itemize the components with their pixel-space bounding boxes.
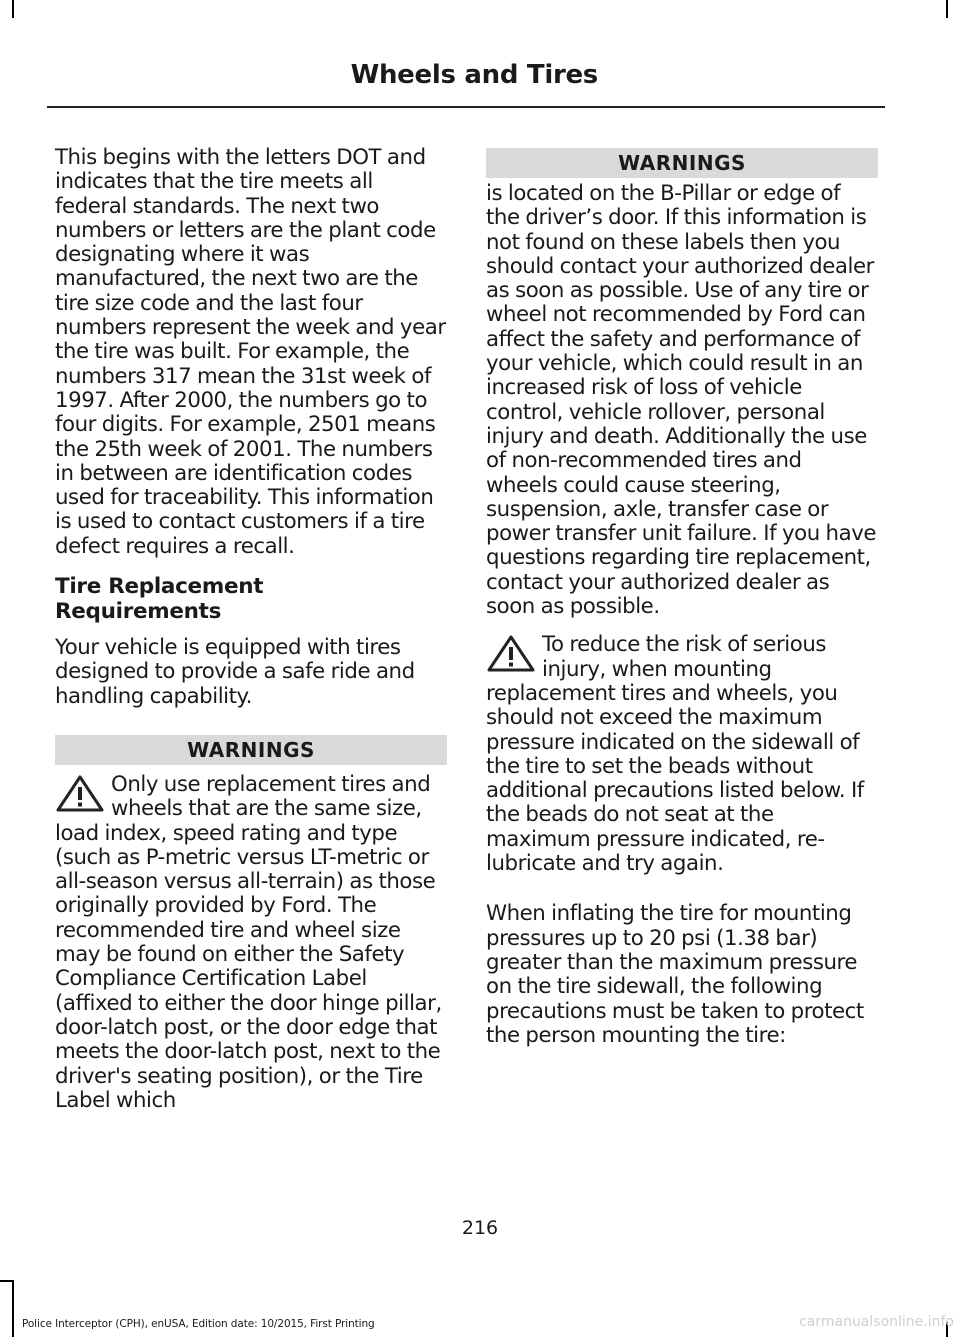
warnings-band-continued: WARNINGS: [486, 148, 878, 178]
crop-mark-bottom-left-h: [0, 1280, 14, 1282]
crop-mark-bottom-left-v: [12, 1280, 14, 1337]
warning-text-tire-size: Only use replacement tires and wheels that are the same size, load index, speed rating and type (such as P-metric versus LT-metric or all-season versus all-terrain) as those originally provided by Ford. The recommended tire and wheel size may be found on either the Safety Compliance Certification Label (affixed to either the door hinge pillar, door-latch post, or the door edge that meets the door-latch post, next to the driver's seating position), or the Tire Label which: [55, 771, 442, 1113]
crop-mark-top-right: [946, 0, 948, 18]
warning-block-mounting: [486, 633, 878, 876]
warning-text-mounting-pressure: To reduce the risk of serious injury, when mounting replacement tires and wheels, you should not exceed the maximum pressure indicated on the sidewall of the tire to set the beads without additional precautions listed below. If the beads do not seat at the maximum pressure indicated, re-lubricate and try again.: [486, 632, 864, 877]
dot-code-paragraph: This begins with the letters DOT and indicates that the tire meets all federal standards. The next two numbers or letters are the plant code designating where it was manufactured, the next two are the tire size code and the last four numbers represent the week and year the tire was built. For example, the numbers 317 mean the 31st week of 1997. After 2000, the numbers go to four digits. For example, 2501 means the 25th week of 2001. The numbers in between are identification codes used for traceability. This information is used to contact customers if a tire defect requires a recall.: [55, 145, 446, 559]
left-column: [55, 146, 447, 1113]
header-divider: [47, 106, 885, 108]
warning-continued-text: is located on the B-Pillar or edge of the driver’s door. If this information is not found on these labels then you should contact your authorized dealer as soon as possible. Use of any tire or wheel not recommended by Ford can affect the safety and performance of your vehicle, which could result in an increased risk of loss of vehicle control, vehicle rollover, personal injury and death. Additionally the use of non-recommended tires and wheels could cause steering, suspension, axle, transfer case or power transfer unit failure. If you have questions regarding tire replacement, contact your authorized dealer as soon as possible.: [486, 181, 877, 620]
section-title: Wheels and Tires: [350, 60, 598, 90]
warning-triangle-icon: [486, 633, 536, 673]
warnings-band: WARNINGS: [55, 735, 447, 765]
warning-block: [55, 773, 447, 1113]
page-header: [0, 60, 918, 90]
crop-mark-top-left: [12, 0, 14, 18]
replacement-paragraph: Your vehicle is equipped with tires designed to provide a safe ride and handling capability.: [55, 635, 415, 709]
edition-footer: Police Interceptor (CPH), enUSA, Edition date: 10/2015, First Printing: [22, 1318, 375, 1330]
inflating-paragraph: When inflating the tire for mounting pressures up to 20 psi (1.38 bar) greater than the maximum pressure on the tire sidewall, the following precautions must be taken to protect the person mounting the tire:: [486, 901, 864, 1048]
tire-replacement-heading: Tire Replacement Requirements: [55, 574, 264, 624]
page-number: 216: [461, 1217, 499, 1239]
warning-triangle-icon: [55, 773, 105, 813]
watermark: carmanualsonline.info: [799, 1314, 954, 1330]
right-column: [486, 148, 878, 1048]
